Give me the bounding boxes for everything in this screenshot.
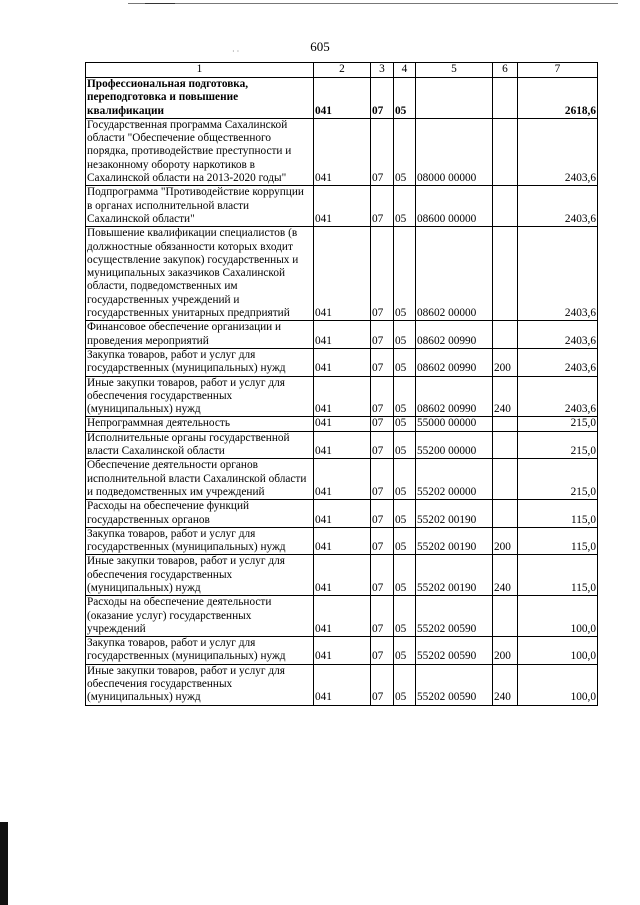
row-col-6: 200 xyxy=(493,637,518,665)
row-col-6 xyxy=(493,78,518,119)
row-col-3: 07 xyxy=(371,321,394,349)
row-col-3: 07 xyxy=(371,637,394,665)
header-col-6: 6 xyxy=(493,63,518,78)
row-col-7: 2403,6 xyxy=(518,227,598,321)
row-name: Подпрограмма "Противодействие коррупции в органах исполнительной власти Сахалинской области" xyxy=(86,186,314,227)
row-col-2: 041 xyxy=(314,186,371,227)
table-row xyxy=(86,431,598,459)
row-col-3: 07 xyxy=(371,78,394,119)
row-col-6 xyxy=(493,186,518,227)
scan-edge-mark xyxy=(145,3,175,4)
row-col-3: 07 xyxy=(371,186,394,227)
row-col-3: 07 xyxy=(371,417,394,431)
table-row xyxy=(86,459,598,500)
row-col-4: 05 xyxy=(394,376,416,417)
row-name: Расходы на обеспечение деятельности (оказание услуг) государственных учреждений xyxy=(86,596,314,637)
row-col-6: 200 xyxy=(493,348,518,376)
row-name: Закупка товаров, работ и услуг для государственных (муниципальных) нужд xyxy=(86,527,314,555)
row-col-2: 041 xyxy=(314,78,371,119)
row-name: Иные закупки товаров, работ и услуг для обеспечения государственных (муниципальных) нужд xyxy=(86,376,314,417)
header-col-7: 7 xyxy=(518,63,598,78)
row-col-3: 07 xyxy=(371,376,394,417)
row-col-7: 2403,6 xyxy=(518,186,598,227)
row-col-3: 07 xyxy=(371,118,394,185)
row-name: Финансовое обеспечение организации и проведения мероприятий xyxy=(86,321,314,349)
row-col-7: 215,0 xyxy=(518,459,598,500)
header-col-2: 2 xyxy=(314,63,371,78)
row-col-2: 041 xyxy=(314,637,371,665)
row-col-6: 240 xyxy=(493,555,518,596)
table-row xyxy=(86,78,598,119)
row-col-3: 07 xyxy=(371,596,394,637)
row-col-5: 55202 00190 xyxy=(416,555,493,596)
row-col-5: 55202 00190 xyxy=(416,527,493,555)
row-name: Закупка товаров, работ и услуг для государственных (муниципальных) нужд xyxy=(86,637,314,665)
row-col-3: 07 xyxy=(371,431,394,459)
row-name: Повышение квалификации специалистов (в должностные обязанности которых входит осуществление закупок) государственных и муниципальных заказчиков Сахалинской области, подведомственных им государственных учреждений и государственных унитарных предприятий xyxy=(86,227,314,321)
row-col-6 xyxy=(493,321,518,349)
row-col-7: 215,0 xyxy=(518,431,598,459)
row-col-7: 115,0 xyxy=(518,500,598,528)
row-col-5: 08602 00990 xyxy=(416,376,493,417)
page-number: 605 xyxy=(310,39,330,54)
scan-speck: · · xyxy=(232,47,240,56)
row-col-4: 05 xyxy=(394,417,416,431)
row-col-4: 05 xyxy=(394,500,416,528)
row-name: Закупка товаров, работ и услуг для государственных (муниципальных) нужд xyxy=(86,348,314,376)
row-col-6 xyxy=(493,227,518,321)
table-row xyxy=(86,500,598,528)
row-col-5: 55202 00590 xyxy=(416,596,493,637)
table-row xyxy=(86,664,598,705)
row-col-6: 200 xyxy=(493,527,518,555)
row-col-2: 041 xyxy=(314,417,371,431)
row-col-2: 041 xyxy=(314,227,371,321)
row-col-4: 05 xyxy=(394,186,416,227)
row-col-5: 55200 00000 xyxy=(416,431,493,459)
row-col-3: 07 xyxy=(371,348,394,376)
row-col-7: 2618,6 xyxy=(518,78,598,119)
row-col-7: 115,0 xyxy=(518,555,598,596)
row-name: Профессиональная подготовка, переподготовка и повышение квалификации xyxy=(86,78,314,119)
row-name: Иные закупки товаров, работ и услуг для обеспечения государственных (муниципальных) нужд xyxy=(86,555,314,596)
header-col-5: 5 xyxy=(416,63,493,78)
scan-edge-bar xyxy=(0,822,8,905)
header-col-1: 1 xyxy=(86,63,314,78)
row-name: Обеспечение деятельности органов исполнительной власти Сахалинской области и подведомственных им учреждений xyxy=(86,459,314,500)
row-col-7: 2403,6 xyxy=(518,321,598,349)
row-col-2: 041 xyxy=(314,348,371,376)
row-name: Исполнительные органы государственной власти Сахалинской области xyxy=(86,431,314,459)
row-col-4: 05 xyxy=(394,118,416,185)
row-col-3: 07 xyxy=(371,459,394,500)
row-col-4: 05 xyxy=(394,321,416,349)
row-col-5: 08602 00990 xyxy=(416,348,493,376)
row-col-6 xyxy=(493,459,518,500)
row-col-4: 05 xyxy=(394,348,416,376)
row-name: Расходы на обеспечение функций государственных органов xyxy=(86,500,314,528)
row-col-7: 215,0 xyxy=(518,417,598,431)
row-col-2: 041 xyxy=(314,527,371,555)
row-col-4: 05 xyxy=(394,555,416,596)
row-col-4: 05 xyxy=(394,459,416,500)
row-col-5: 08602 00990 xyxy=(416,321,493,349)
row-col-3: 07 xyxy=(371,527,394,555)
row-col-5: 55202 00000 xyxy=(416,459,493,500)
row-col-7: 2403,6 xyxy=(518,348,598,376)
row-col-5: 55000 00000 xyxy=(416,417,493,431)
table-header-row xyxy=(86,63,598,78)
row-col-3: 07 xyxy=(371,664,394,705)
row-col-6 xyxy=(493,500,518,528)
row-col-5: 55202 00590 xyxy=(416,664,493,705)
row-col-7: 100,0 xyxy=(518,637,598,665)
table-row xyxy=(86,417,598,431)
row-col-5: 08602 00000 xyxy=(416,227,493,321)
row-col-6 xyxy=(493,417,518,431)
row-col-6 xyxy=(493,596,518,637)
table-row xyxy=(86,637,598,665)
row-col-2: 041 xyxy=(314,321,371,349)
table-row xyxy=(86,227,598,321)
table-row xyxy=(86,527,598,555)
row-col-2: 041 xyxy=(314,500,371,528)
row-col-4: 05 xyxy=(394,527,416,555)
row-col-6 xyxy=(493,118,518,185)
row-col-2: 041 xyxy=(314,459,371,500)
row-col-7: 100,0 xyxy=(518,596,598,637)
row-col-4: 05 xyxy=(394,596,416,637)
header-col-3: 3 xyxy=(371,63,394,78)
table-row xyxy=(86,118,598,185)
row-name: Непрограммная деятельность xyxy=(86,417,314,431)
row-col-4: 05 xyxy=(394,664,416,705)
row-col-4: 05 xyxy=(394,78,416,119)
table-row xyxy=(86,348,598,376)
row-col-2: 041 xyxy=(314,664,371,705)
row-col-5: 08600 00000 xyxy=(416,186,493,227)
table-row xyxy=(86,186,598,227)
row-name: Государственная программа Сахалинской области "Обеспечение общественного порядка, противодействие преступности и незаконному обороту наркотиков в Сахалинской области на 2013-2020 годы" xyxy=(86,118,314,185)
row-col-2: 041 xyxy=(314,555,371,596)
row-col-7: 2403,6 xyxy=(518,376,598,417)
row-col-3: 07 xyxy=(371,555,394,596)
table-row xyxy=(86,555,598,596)
row-col-5: 55202 00590 xyxy=(416,637,493,665)
row-col-2: 041 xyxy=(314,376,371,417)
row-col-6: 240 xyxy=(493,664,518,705)
header-col-4: 4 xyxy=(394,63,416,78)
row-name: Иные закупки товаров, работ и услуг для обеспечения государственных (муниципальных) нужд xyxy=(86,664,314,705)
row-col-2: 041 xyxy=(314,431,371,459)
row-col-3: 07 xyxy=(371,227,394,321)
row-col-6 xyxy=(493,431,518,459)
row-col-2: 041 xyxy=(314,596,371,637)
table-row xyxy=(86,596,598,637)
table-row xyxy=(86,376,598,417)
table-body xyxy=(86,78,598,706)
row-col-5 xyxy=(416,78,493,119)
scan-edge-line xyxy=(128,3,618,4)
budget-table xyxy=(85,62,598,706)
row-col-4: 05 xyxy=(394,227,416,321)
row-col-7: 100,0 xyxy=(518,664,598,705)
row-col-3: 07 xyxy=(371,500,394,528)
row-col-7: 115,0 xyxy=(518,527,598,555)
table-row xyxy=(86,321,598,349)
row-col-4: 05 xyxy=(394,431,416,459)
row-col-5: 08000 00000 xyxy=(416,118,493,185)
row-col-6: 240 xyxy=(493,376,518,417)
row-col-5: 55202 00190 xyxy=(416,500,493,528)
row-col-4: 05 xyxy=(394,637,416,665)
row-col-7: 2403,6 xyxy=(518,118,598,185)
row-col-2: 041 xyxy=(314,118,371,185)
